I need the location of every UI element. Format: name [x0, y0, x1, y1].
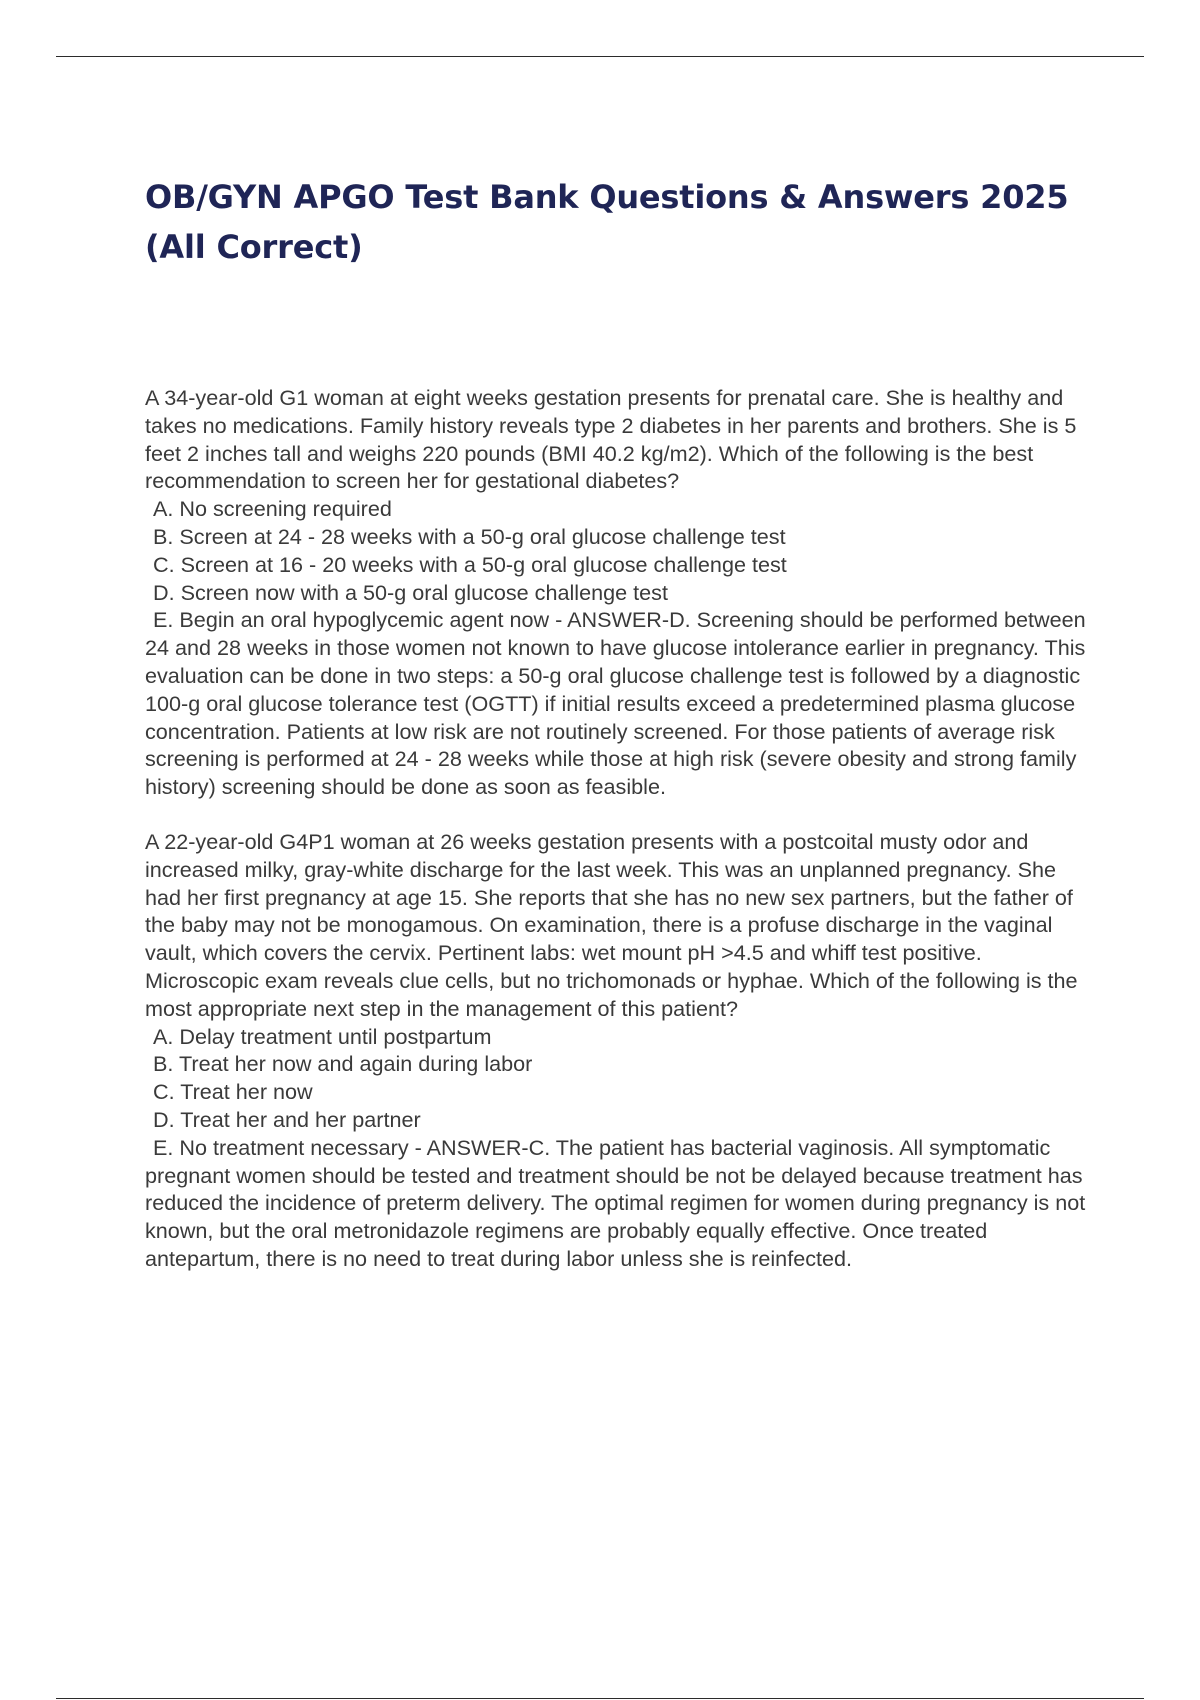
answer-option-a: A. Delay treatment until postpartum	[153, 1023, 492, 1049]
answer-option-b: B. Treat her now and again during labor	[153, 1051, 533, 1077]
question-block-2	[145, 828, 1095, 1273]
document-title: OB/GYN APGO Test Bank Questions & Answers 2025 (All Correct)	[145, 178, 1069, 266]
answer-option-e-and-explanation: E. No treatment necessary - ANSWER-C. The patient has bacterial vaginosis. All symptomatic pregnant women should be tested and treatment should be not be delayed because treatment has reduced the incidence of preterm delivery. The optimal regimen for women during pregnancy is not known, but the oral metronidazole regimens are probably equally effective. Once treated antepartum, there is no need to treat during labor unless she is reinfected.	[145, 1134, 1086, 1271]
header-divider	[56, 56, 1144, 57]
answer-option-c: C. Screen at 16 - 20 weeks with a 50-g oral glucose challenge test	[153, 551, 787, 577]
answer-option-d: D. Treat her and her partner	[153, 1106, 421, 1132]
answer-option-d: D. Screen now with a 50-g oral glucose challenge test	[153, 579, 668, 605]
answer-option-a: A. No screening required	[153, 496, 392, 522]
footer-divider	[56, 1698, 1144, 1699]
question-stem: A 34-year-old G1 woman at eight weeks gestation presents for prenatal care. She is healthy and takes no medications. Family history reveals type 2 diabetes in her parents and brothers. She is 5 feet 2 inches tall and weighs 220 pounds (BMI 40.2 kg/m2). Which of the following is the best recommendation to screen her for gestational diabetes?	[145, 385, 1077, 494]
answer-option-b: B. Screen at 24 - 28 weeks with a 50-g oral glucose challenge test	[153, 523, 786, 549]
question-stem: A 22-year-old G4P1 woman at 26 weeks gestation presents with a postcoital musty odor and increased milky, gray-white discharge for the last week. This was an unplanned pregnancy. She had her first pregnancy at age 15. She reports that she has no new sex partners, but the father of the baby may not be monogamous. On examination, there is a profuse discharge in the vaginal vault, which covers the cervix. Pertinent labs: wet mount pH >4.5 and whiff test positive. Microscopic exam reveals clue cells, but no trichomonads or hyphae. Which of the following is the most appropriate next step in the management of this patient?	[145, 828, 1078, 1021]
answer-option-e-and-explanation: E. Begin an oral hypoglycemic agent now - ANSWER-D. Screening should be performed between 24 and 28 weeks in those women not known to have glucose intolerance earlier in pregnancy. This evaluation can be done in two steps: a 50-g oral glucose challenge test is followed by a diagnostic 100-g oral glucose tolerance test (OGTT) if initial results exceed a predetermined plasma glucose concentration. Patients at low risk are not routinely screened. For those patients of average risk screening is performed at 24 - 28 weeks while those at high risk (severe obesity and strong family history) screening should be done as soon as feasible.	[145, 607, 1086, 800]
answer-option-c: C. Treat her now	[153, 1079, 313, 1105]
question-block-1	[145, 384, 1095, 801]
document-body	[145, 384, 1095, 1300]
